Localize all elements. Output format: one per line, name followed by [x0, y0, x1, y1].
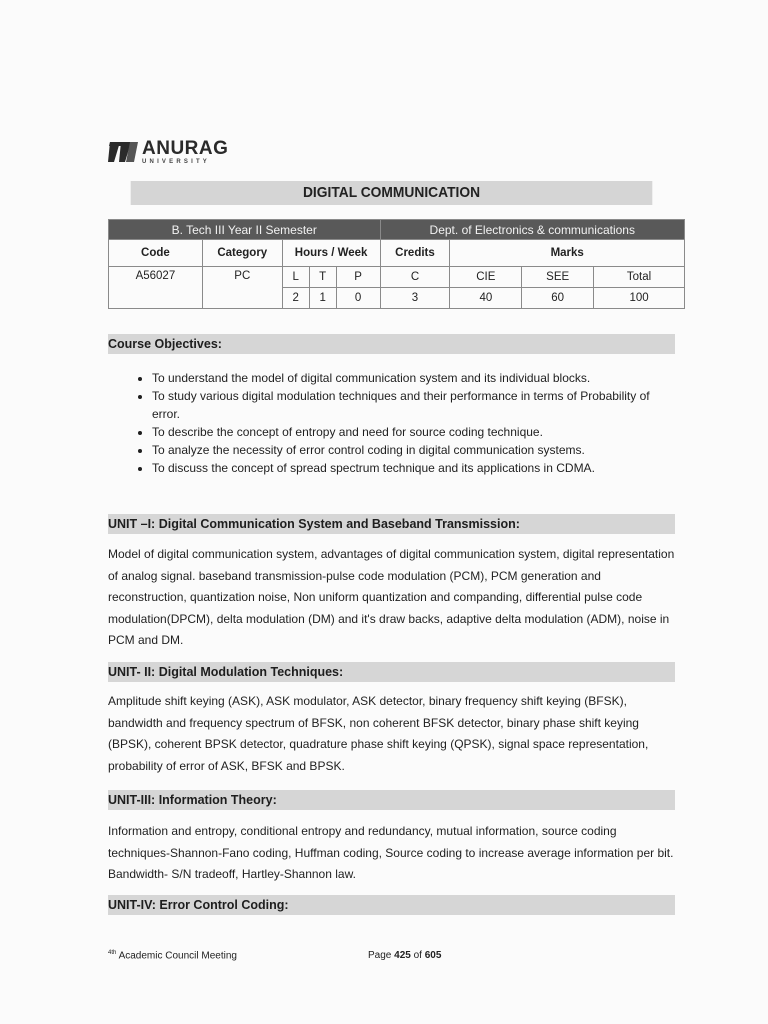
footer-meeting-ordinal: 4th [108, 950, 117, 956]
marks-label-cie: CIE [450, 267, 522, 288]
list-item: • To understand the model of digital communication system and its individual blocks. [152, 369, 672, 387]
footer-page-number [368, 950, 441, 961]
program-cell: B. Tech III Year II Semester [109, 220, 381, 240]
list-item: • To analyze the necessity of error control coding in digital communication systems. [152, 441, 672, 459]
hours-label-t: T [309, 267, 336, 288]
unit-2-body: Amplitude shift keying (ASK), ASK modulator, ASK detector, binary frequency shift keying (BFSK), bandwidth and frequency spectrum of BFSK, non coherent BFSK detector, binary phase shift keying (BPSK), coherent BPSK detector, quadrature phase shift keying (QPSK), signal space representation, probability of error of ASK, BFSK and BPSK. [108, 694, 649, 773]
objectives-list [130, 369, 672, 477]
unit-3-body: Information and entropy, conditional entropy and redundancy, mutual information, source coding techniques-Shannon-Fano coding, Huffman coding, Source coding to increase average information per bit. Bandwidth- S/N tradeoff, Hartley-Shannon law. [108, 824, 674, 881]
unit-2-heading: UNIT- II: Digital Modulation Techniques: [108, 662, 675, 682]
hours-label-p: P [336, 267, 380, 288]
department-cell: Dept. of Electronics & communications [380, 220, 684, 240]
course-title: DIGITAL COMMUNICATION [131, 181, 653, 205]
list-item: • To discuss the concept of spread spectrum technique and its applications in CDMA. [152, 459, 672, 477]
marks-header: Marks [450, 240, 685, 267]
unit-4-heading: UNIT-IV: Error Control Coding: [108, 895, 675, 915]
unit-1-body: Model of digital communication system, advantages of digital communication system, digital representation of analog signal. baseband transmission-pulse code modulation (PCM), PCM generation and reconstruction, quantization noise, Non uniform quantization and companding, differential pulse code modulation(DPCM), delta modulation (DM) and it's draw backs, adaptive delta modulation (ADM), noise in PCM and DM. [108, 547, 675, 647]
footer-page-total: 605 [424, 950, 442, 961]
credits-header: Credits [380, 240, 450, 267]
code-value: A56027 [109, 267, 203, 309]
objectives-heading: Course Objectives: [108, 334, 675, 354]
footer-page-current: 425 [394, 950, 411, 961]
marks-label-see: SEE [522, 267, 594, 288]
logo-name: ANURAG [142, 138, 229, 159]
hours-value-p: 0 [336, 288, 380, 309]
footer-page-prefix: Page [368, 950, 392, 961]
code-header: Code [109, 240, 203, 267]
footer-page-of: of [413, 950, 422, 961]
footer-meeting [108, 950, 237, 961]
anurag-logo-icon [108, 138, 138, 166]
marks-label-total: Total [594, 267, 685, 288]
credits-label: C [380, 267, 450, 288]
list-item: • To describe the concept of entropy and need for source coding technique. [152, 423, 672, 441]
hours-value-t: 1 [309, 288, 336, 309]
marks-value-total: 100 [594, 288, 685, 309]
hours-label-l: L [282, 267, 309, 288]
unit-3-heading: UNIT-III: Information Theory: [108, 790, 675, 810]
marks-value-see: 60 [522, 288, 594, 309]
marks-value-cie: 40 [450, 288, 522, 309]
hours-value-l: 2 [282, 288, 309, 309]
logo-subtitle: UNIVERSITY [142, 159, 211, 165]
hours-header: Hours / Week [282, 240, 380, 267]
footer-meeting-text: Academic Council Meeting [118, 950, 237, 962]
unit-1-heading: UNIT –I: Digital Communication System and Baseband Transmission: [108, 514, 675, 534]
category-header: Category [202, 240, 282, 267]
university-logo [108, 138, 228, 166]
category-value: PC [202, 267, 282, 309]
credits-value: 3 [380, 288, 450, 309]
course-info-table [108, 219, 685, 309]
list-item: • To study various digital modulation techniques and their performance in terms of Probability of error. [152, 387, 672, 423]
